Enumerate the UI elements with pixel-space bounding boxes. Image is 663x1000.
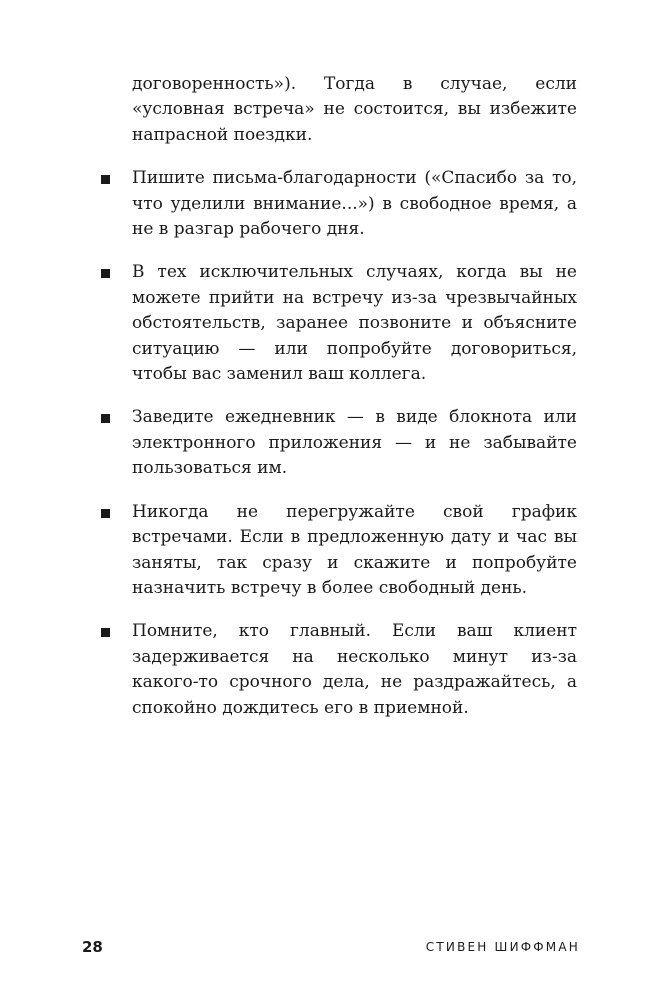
list-item (99, 260, 577, 387)
list-item-text: Пишите письма-благодарности («Спасибо за то, что уделили внимание...») в свободное время, а не в разгар рабочего дня. (132, 168, 577, 240)
list-item (99, 619, 577, 721)
running-head: СТИВЕН ШИФФМАН (425, 940, 580, 954)
square-bullet-icon (101, 175, 110, 184)
page-body (99, 72, 577, 739)
list-item (99, 166, 577, 242)
list-item (99, 500, 577, 602)
list-item (99, 405, 577, 481)
list-item-text: Помните, кто главный. Если ваш клиент задерживается на несколько минут из-за какого-то срочного дела, не раздражайтесь, а спокойно дождитесь его в приемной. (132, 621, 577, 718)
square-bullet-icon (101, 509, 110, 518)
continued-paragraph: договоренность»). Тогда в случае, если «условная встреча» не состоится, вы избежите напрасной поездки. (132, 74, 577, 145)
square-bullet-icon (101, 628, 110, 637)
page-number: 28 (82, 938, 103, 956)
square-bullet-icon (101, 414, 110, 423)
list-item-text: Никогда не перегружайте свой график встречами. Если в предложенную дату и час вы заняты, так сразу и скажите и попробуйте назначить встречу в более свободный день. (132, 501, 577, 598)
list-item-text: В тех исключительных случаях, когда вы не можете прийти на встречу из-за чрезвычайных обстоятельств, заранее позвоните и объясните ситуацию — или попробуйте договориться, чтобы вас заменил ваш коллега. (132, 262, 577, 385)
page-footer (0, 938, 663, 962)
list-item-text: Заведите ежедневник — в виде блокнота или электронного приложения — и не забывайте пользоваться им. (132, 407, 577, 479)
square-bullet-icon (101, 269, 110, 278)
